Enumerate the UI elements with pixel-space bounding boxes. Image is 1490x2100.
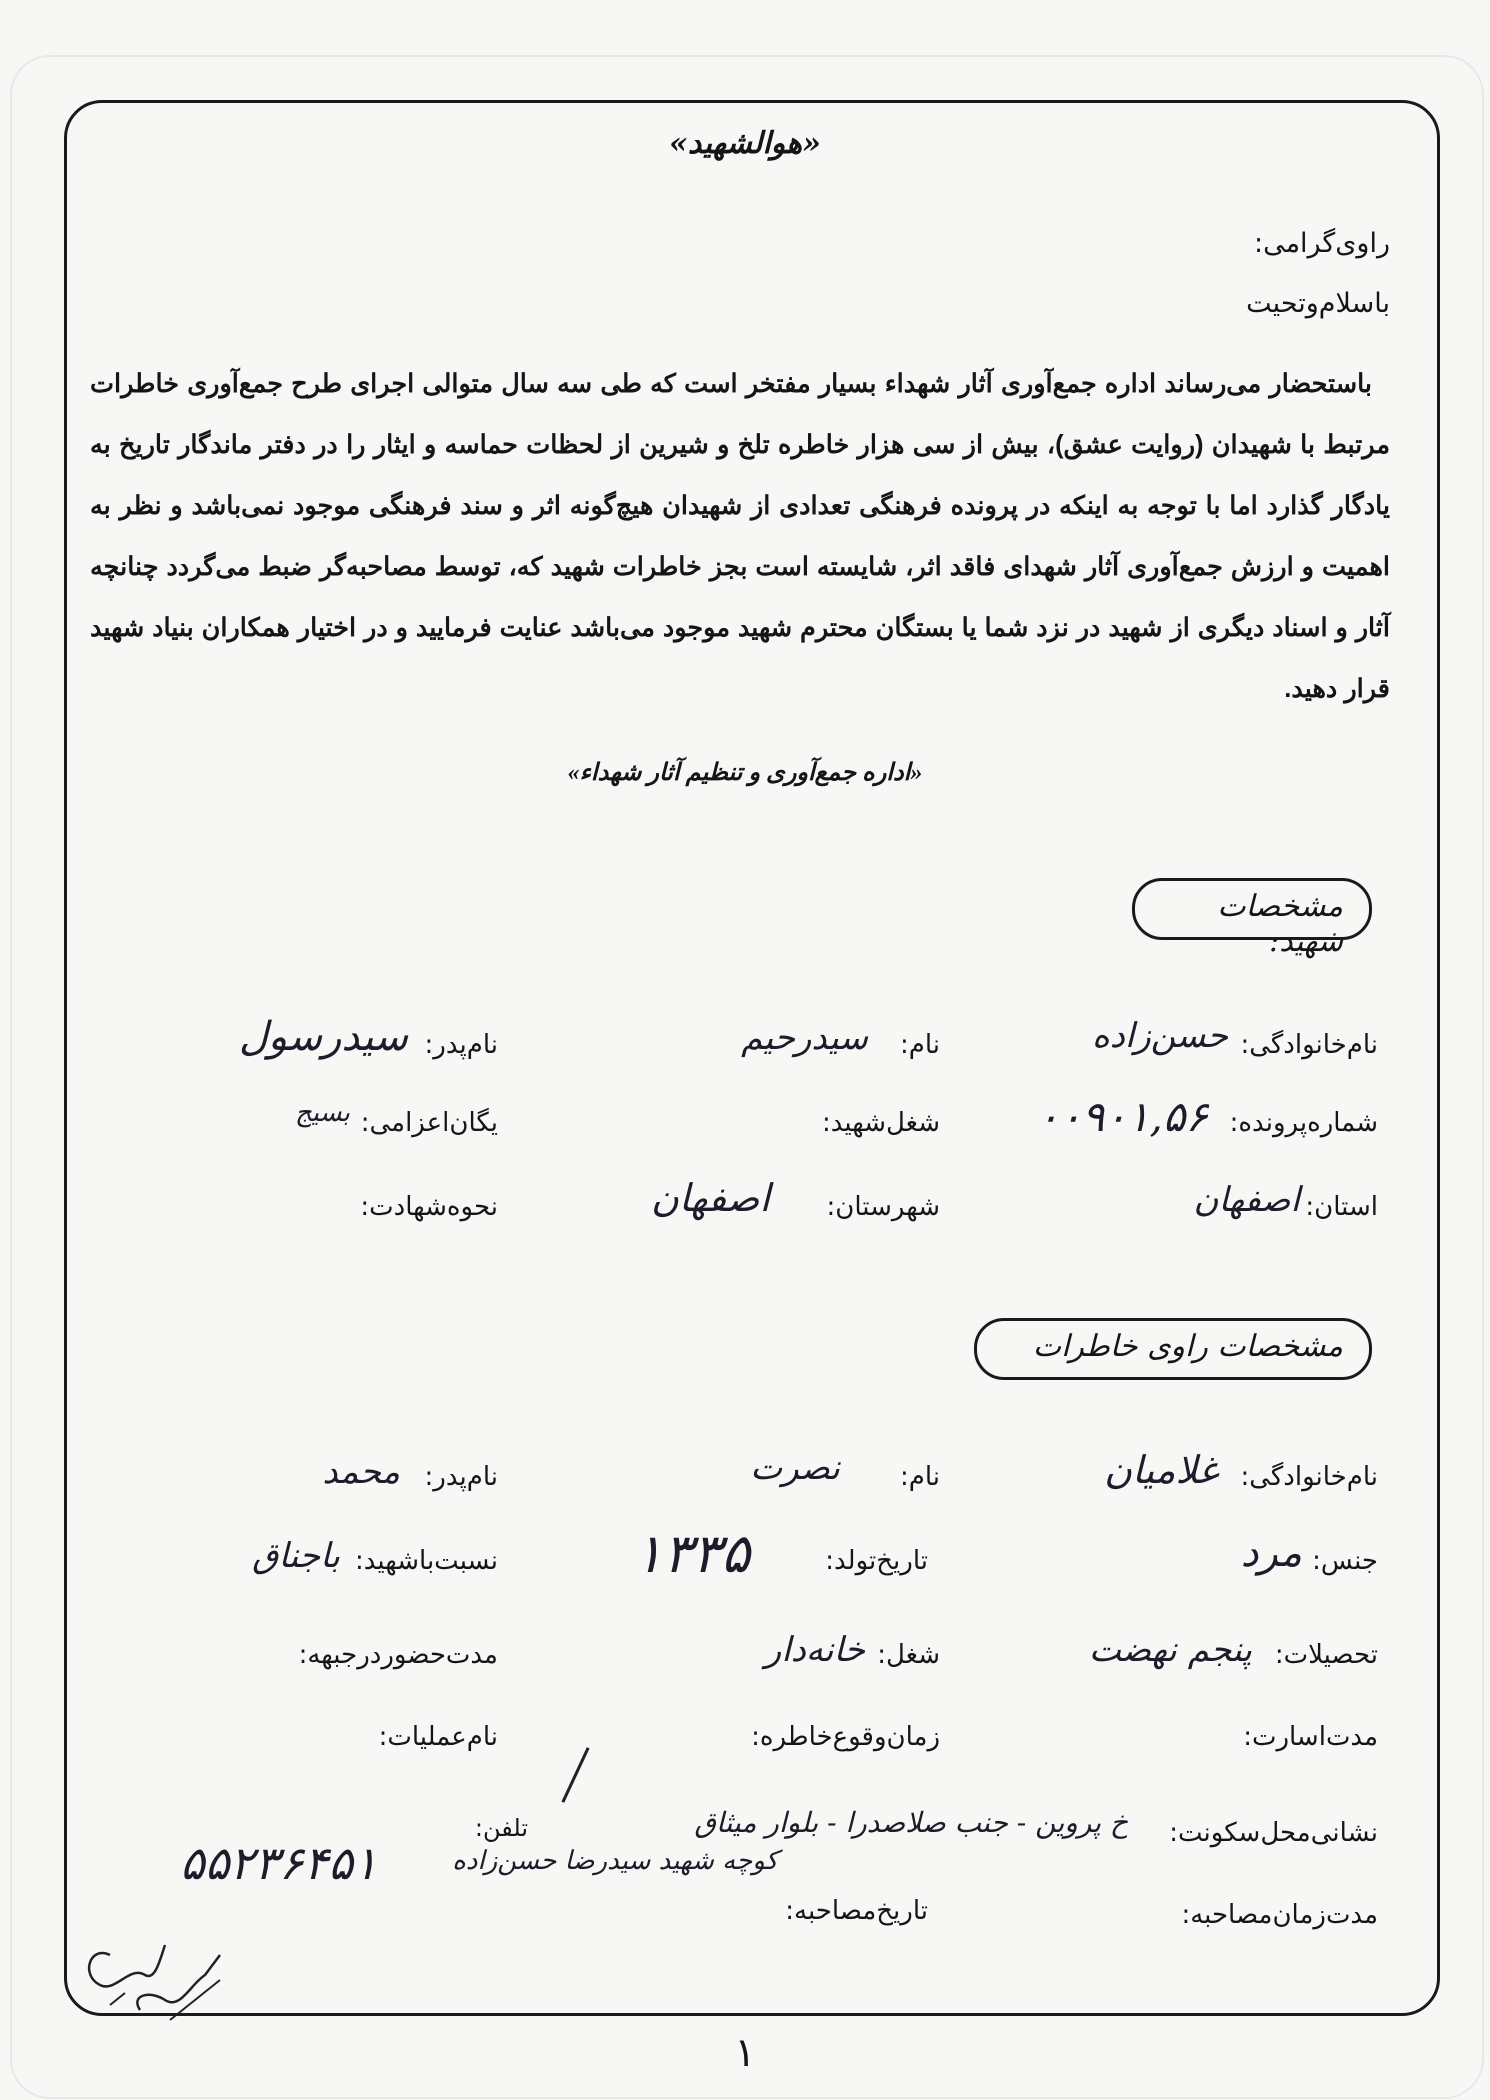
narrator-birth-date-field (825, 1546, 928, 1576)
martyr-unit-field (361, 1108, 498, 1138)
letter-body-text: باستحضار می‌رساند اداره جمع‌آوری آثار شهداء بسیار مفتخر است که طی سه سال متوالی اجرای طرح جمع‌آوری خاطرات مرتبط با شهیدان (روایت عشق)، بیش از سی هزار خاطره تلخ و شیرین از لحظات حماسه و ایثار را در دفتر ماندگار تاریخ به یادگار گذارد اما با توجه به اینکه در پرونده فرهنگی تعدادی از شهیدان هیچ‌گونه اثر و سند فرهنگی موجود نمی‌باشد و نظر به اهمیت و ارزش جمع‌آوری آثار شهدای فاقد اثر، شایسته است بجز خاطرات شهید که، توسط مصاحبه‌گر ضبط می‌گردد چنانچه آثار و اسناد دیگری از شهید در نزد شما یا بستگان محترم شهید موجود می‌باشد عنایت فرمایید و در اختیار همکاران بنیاد شهید قرار دهید. (90, 370, 1390, 703)
page-number: ۱ (734, 2030, 756, 2076)
narrator-gender-value[interactable]: مرد (1240, 1530, 1302, 1576)
narrator-birth-date-value[interactable]: ۱۳۳۵ (633, 1522, 750, 1585)
narrator-relation-value[interactable]: باجناق (252, 1536, 340, 1576)
martyr-unit-value[interactable]: بسیج (294, 1098, 350, 1128)
narrator-education-value[interactable]: پنجم نهضت (1088, 1630, 1252, 1670)
field-label: نام: (899, 1030, 940, 1060)
narrator-father-name-field (425, 1462, 498, 1492)
narrator-first-name-field (900, 1462, 940, 1492)
martyr-city-field (826, 1192, 940, 1222)
narrator-address-value-line2[interactable]: کوچه شهید سیدرضا حسن‌زاده (452, 1846, 778, 1876)
narrator-section-heading: مشخصات راوی خاطرات (974, 1318, 1372, 1380)
martyr-occupation-field (822, 1108, 940, 1138)
letter-body (90, 354, 1390, 720)
narrator-first-name-value[interactable]: نصرت (750, 1448, 840, 1488)
narrator-gender-field (1312, 1546, 1378, 1576)
field-label: شهرستان: (826, 1192, 940, 1222)
salutation: راوی‌گرامی: (1253, 228, 1390, 259)
field-label: تحصیلات: (1274, 1640, 1378, 1670)
field-label: استان: (1305, 1192, 1378, 1222)
signature-stroke (137, 1955, 220, 2010)
martyr-first-name-field (900, 1030, 940, 1060)
narrator-occupation-field (877, 1640, 940, 1670)
field-label: نسبت‌باشهید: (355, 1546, 498, 1576)
field-label: نام‌خانوادگی: (1240, 1030, 1378, 1060)
field-label: شغل: (877, 1640, 940, 1670)
field-label: شماره‌پرونده: (1229, 1108, 1378, 1138)
field-label: شغل‌شهید: (821, 1108, 940, 1138)
field-label: تاریخ‌تولد: (825, 1546, 928, 1576)
field-label: تلفن: (474, 1814, 528, 1842)
narrator-address-field (1169, 1818, 1378, 1848)
narrator-phone-value[interactable]: ۵۵۲۳۶۴۵۱ (180, 1836, 378, 1890)
narrator-operation-field (379, 1722, 498, 1752)
martyr-city-value[interactable]: اصفهان (650, 1176, 770, 1220)
field-label: نام‌پدر: (424, 1462, 498, 1492)
martyr-family-name-field (1240, 1030, 1378, 1060)
narrator-education-field (1275, 1640, 1378, 1670)
signature (70, 1905, 270, 2025)
signature-stroke (110, 1993, 125, 2005)
field-label: نام‌خانوادگی: (1240, 1462, 1378, 1492)
page-title: «هوالشهید» (669, 126, 821, 161)
martyr-martyrdom-manner-field (360, 1192, 498, 1222)
field-label: تاریخ‌مصاحبه: (785, 1896, 928, 1926)
narrator-captivity-field (1243, 1722, 1378, 1752)
martyr-father-name-value[interactable]: سیدرسول (238, 1014, 408, 1060)
field-label: نام‌عملیات: (378, 1722, 498, 1752)
field-label: نشانی‌محل‌سکونت: (1169, 1818, 1378, 1848)
martyr-province-value[interactable]: اصفهان (1193, 1180, 1300, 1220)
field-label: نام‌پدر: (424, 1030, 498, 1060)
narrator-occupation-value[interactable]: خانه‌دار (764, 1630, 865, 1670)
narrator-family-name-field (1240, 1462, 1378, 1492)
martyr-father-name-field (425, 1030, 498, 1060)
martyr-family-name-value[interactable]: حسن‌زاده (1091, 1016, 1228, 1056)
field-label: مدت‌اسارت: (1243, 1722, 1378, 1752)
field-label: مدت‌زمان‌مصاحبه: (1181, 1900, 1378, 1930)
field-label: جنس: (1312, 1546, 1378, 1576)
narrator-relation-field (355, 1546, 498, 1576)
narrator-memory-time-field (751, 1722, 940, 1752)
field-label: نام: (899, 1462, 940, 1492)
narrator-family-name-value[interactable]: غلامیان (1104, 1448, 1218, 1492)
field-label: زمان‌وقوع‌خاطره: (751, 1722, 940, 1752)
martyr-province-field (1305, 1192, 1378, 1222)
narrator-front-duration-field (299, 1640, 498, 1670)
martyr-section-heading: مشخصات شهید: (1132, 878, 1372, 940)
interview-date-field (785, 1896, 928, 1926)
field-label: مدت‌حضوردرجبهه: (298, 1640, 498, 1670)
interview-duration-field (1181, 1900, 1378, 1930)
field-label: نحوه‌شهادت: (360, 1192, 498, 1222)
martyr-first-name-value[interactable]: سیدرحیم (741, 1018, 868, 1058)
field-label: یگان‌اعزامی: (360, 1108, 498, 1138)
martyr-file-number-value[interactable]: ۰۰۹۰۱,۵۶ (1036, 1092, 1208, 1141)
greeting: باسلام‌وتحیت (1246, 288, 1390, 319)
martyr-file-number-field (1230, 1108, 1378, 1138)
narrator-address-value[interactable]: خ پروین - جنب صلاصدرا - بلوار میثاق (694, 1806, 1128, 1839)
narrator-father-name-value[interactable]: محمد (322, 1452, 400, 1492)
narrator-phone-field (475, 1814, 528, 1842)
letter-signoff: «اداره جمع‌آوری و تنظیم آثار شهداء» (567, 760, 923, 786)
signature-stroke (89, 1945, 165, 1986)
